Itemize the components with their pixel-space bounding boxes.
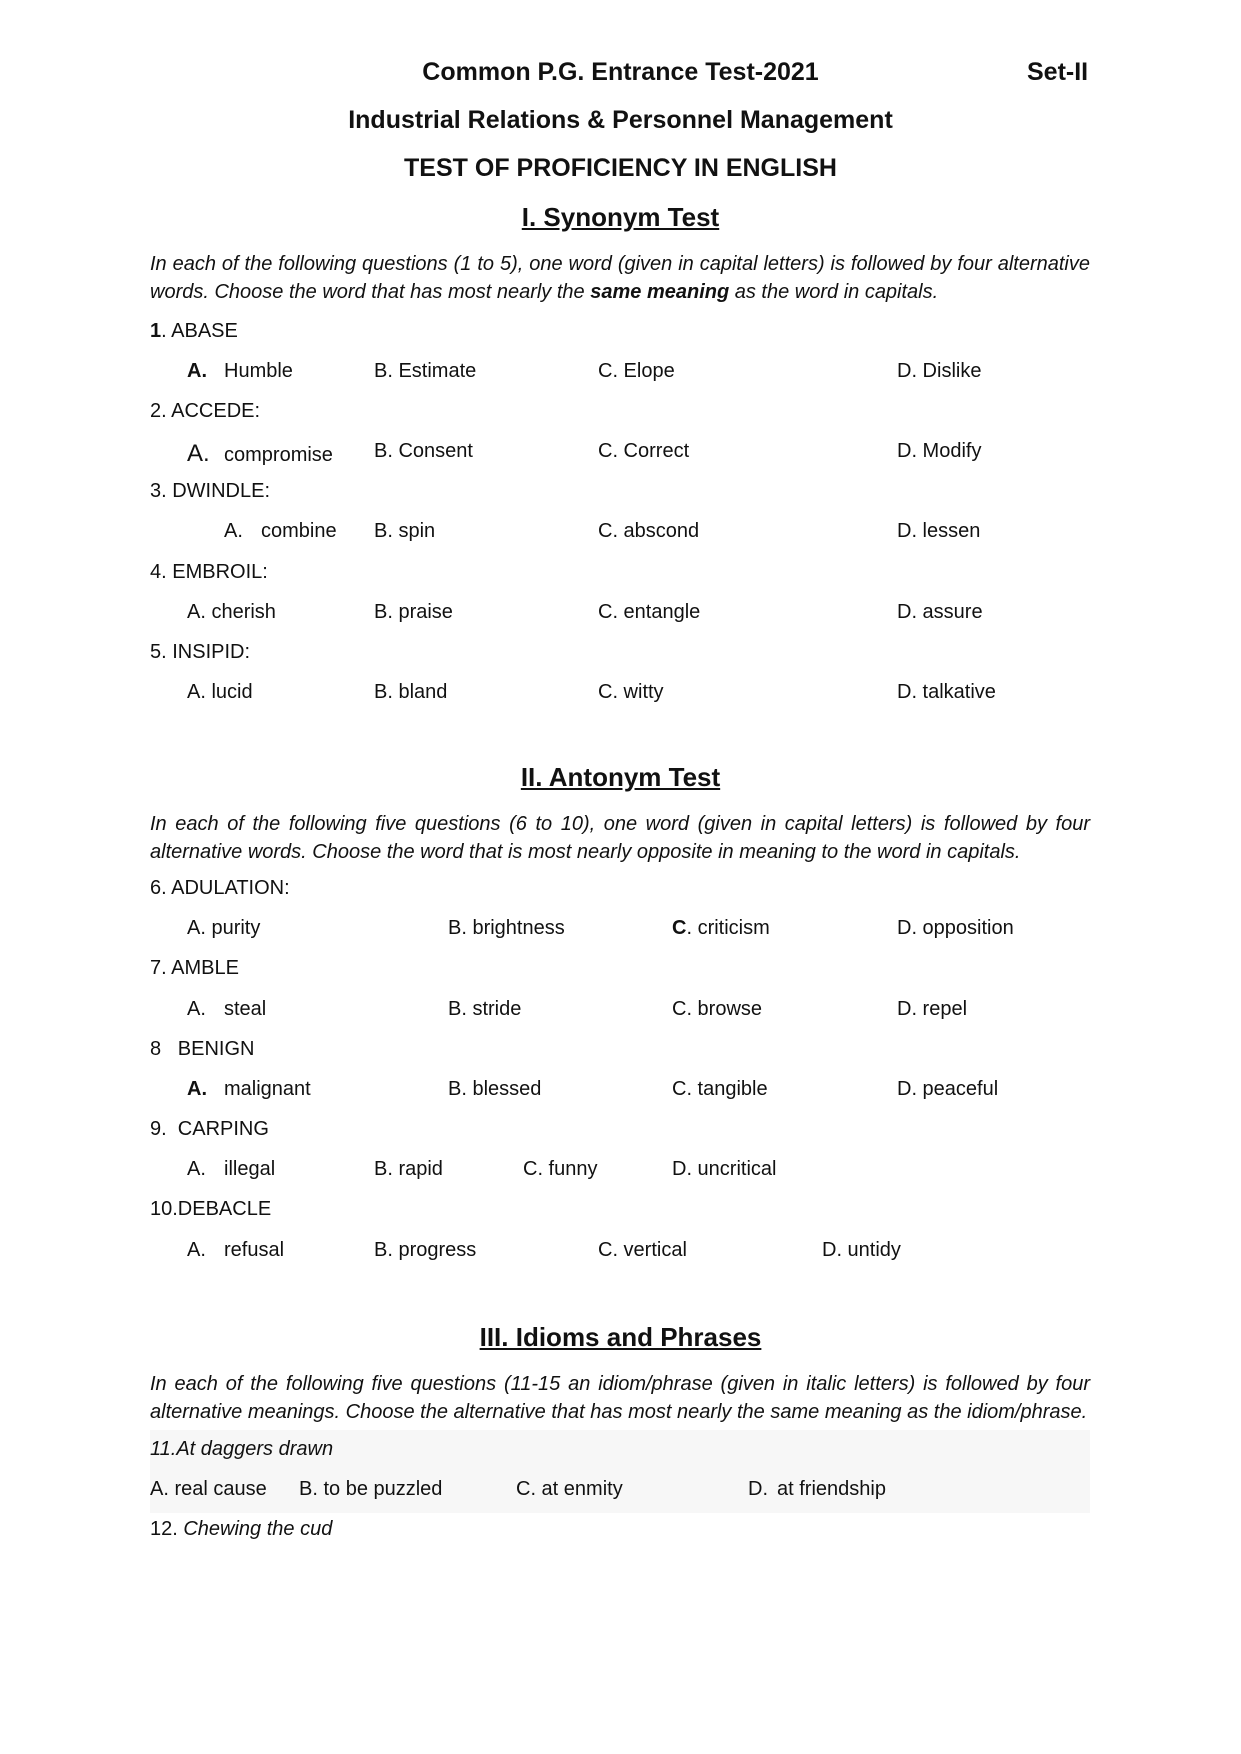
subject-title: Industrial Relations & Personnel Management (348, 106, 893, 134)
q8-option-a (187, 1078, 311, 1101)
q10-option-a (187, 1239, 284, 1262)
q2-option-a (187, 440, 333, 468)
q9-option-a-text: illegal (224, 1158, 276, 1180)
q11-option-d-text: at friendship (777, 1478, 886, 1500)
question-5: 5. INSIPID: (150, 641, 251, 663)
question-12-text: Chewing the cud (183, 1518, 333, 1540)
q11-option-a: A. real cause (150, 1478, 267, 1500)
q2-option-c: C. Correct (598, 440, 690, 462)
question-2: 2. ACCEDE: (150, 400, 261, 422)
q6-option-b: B. brightness (448, 917, 565, 939)
q1-option-d: D. Dislike (897, 360, 982, 382)
q9-option-a (187, 1158, 275, 1181)
q5-option-c: C. witty (598, 681, 664, 703)
question-4: 4. EMBROIL: (150, 561, 268, 583)
q5-option-a: A. lucid (187, 681, 253, 703)
question-7: 7. AMBLE (150, 957, 239, 979)
synonym-instructions (150, 250, 1090, 306)
question-10: 10.DEBACLE (150, 1198, 272, 1220)
q3-option-b: B. spin (374, 520, 436, 542)
q7-option-a-text: steal (224, 998, 267, 1020)
q11-option-c: C. at enmity (516, 1478, 623, 1500)
q6-option-c-text: . criticism (686, 917, 770, 939)
q8-option-a-text: malignant (224, 1078, 311, 1100)
q5-option-d: D. talkative (897, 681, 996, 703)
q1-option-b: B. Estimate (374, 360, 477, 382)
q8-option-d: D. peaceful (897, 1078, 999, 1100)
q6-option-c (672, 917, 770, 940)
synonym-heading: I. Synonym Test (521, 202, 720, 232)
q10-option-a-text: refusal (224, 1239, 285, 1261)
idioms-heading-wrap (0, 1322, 1241, 1353)
q6-option-d: D. opposition (897, 917, 1014, 939)
q8-option-a-letter: A. (187, 1078, 207, 1100)
q2-option-a-letter: A. (187, 440, 210, 467)
synonym-instr-bold: same meaning (590, 281, 730, 303)
q9-option-b: B. rapid (374, 1158, 443, 1180)
q2-option-a-text: compromise (224, 444, 333, 466)
q10-option-a-letter: A. (187, 1239, 206, 1261)
idioms-heading: III. Idioms and Phrases (479, 1322, 762, 1352)
q3-option-d: D. lessen (897, 520, 981, 542)
q7-option-c: C. browse (672, 998, 763, 1020)
set-label: Set-II (1027, 58, 1089, 86)
q6-option-a: A. purity (187, 917, 261, 939)
q7-option-a (187, 998, 266, 1021)
q1-option-a-letter: A. (187, 360, 207, 382)
q9-option-a-letter: A. (187, 1158, 206, 1180)
q7-option-a-letter: A. (187, 998, 206, 1020)
q7-option-d: D. repel (897, 998, 968, 1020)
question-12-number: 12. (150, 1518, 184, 1540)
q10-option-b: B. progress (374, 1239, 477, 1261)
q11-option-b: B. to be puzzled (299, 1478, 443, 1500)
question-3: 3. DWINDLE: (150, 480, 271, 502)
q4-option-a: A. cherish (187, 601, 276, 623)
question-9: 9. CARPING (150, 1118, 269, 1140)
q3-option-c: C. abscond (598, 520, 700, 542)
question-8: 8 BENIGN (150, 1038, 255, 1060)
question-1-text: . ABASE (161, 320, 238, 342)
q5-option-b: B. bland (374, 681, 448, 703)
synonym-heading-wrap (0, 202, 1241, 233)
question-12 (150, 1518, 332, 1541)
question-6: 6. ADULATION: (150, 877, 290, 899)
synonym-instr-pre: In each of the following questions (1 to 5), one word (given in capital letters) is followed by four alternative words. Choose the word that has most nearly the (150, 253, 1090, 303)
q9-option-d: D. uncritical (672, 1158, 777, 1180)
q10-option-d: D. untidy (822, 1239, 901, 1261)
q1-option-a (187, 360, 293, 383)
q6-option-c-letter: C (672, 917, 687, 939)
synonym-instr-post: as the word in capitals. (729, 281, 939, 303)
q2-option-b: B. Consent (374, 440, 473, 462)
q7-option-b: B. stride (448, 998, 522, 1020)
antonym-heading: II. Antonym Test (520, 762, 721, 792)
idioms-instructions: In each of the following five questions (11-15 an idiom/phrase (given in italic letters) is followed by four alternative meanings. Choose the alternative that has most nearly the same meaning as the idiom/phrase. (150, 1373, 1090, 1423)
question-11: 11.At daggers drawn (150, 1438, 334, 1460)
q3-option-a-letter: A. (224, 520, 243, 542)
q3-option-a-text: combine (261, 520, 337, 542)
question-1 (150, 320, 238, 343)
q1-option-c: C. Elope (598, 360, 675, 382)
q9-option-c: C. funny (523, 1158, 598, 1180)
q1-option-a-text: Humble (224, 360, 293, 382)
q4-option-d: D. assure (897, 601, 983, 623)
paper-title: TEST OF PROFICIENCY IN ENGLISH (404, 154, 837, 182)
q11-option-d-letter: D. (748, 1478, 768, 1500)
q8-option-c: C. tangible (672, 1078, 768, 1100)
q4-option-b: B. praise (374, 601, 453, 623)
q2-option-d: D. Modify (897, 440, 982, 462)
exam-title: Common P.G. Entrance Test-2021 (422, 58, 819, 86)
antonym-instructions: In each of the following five questions (6 to 10), one word (given in capital letters) is followed by four alternative words. Choose the word that is most nearly opposite in meaning to the word in capitals. (150, 813, 1090, 863)
antonym-heading-wrap (0, 762, 1241, 793)
q8-option-b: B. blessed (448, 1078, 542, 1100)
q4-option-c: C. entangle (598, 601, 701, 623)
question-1-number: 1 (150, 320, 162, 342)
q3-option-a (224, 520, 337, 543)
q11-option-d (748, 1478, 886, 1501)
q10-option-c: C. vertical (598, 1239, 687, 1261)
